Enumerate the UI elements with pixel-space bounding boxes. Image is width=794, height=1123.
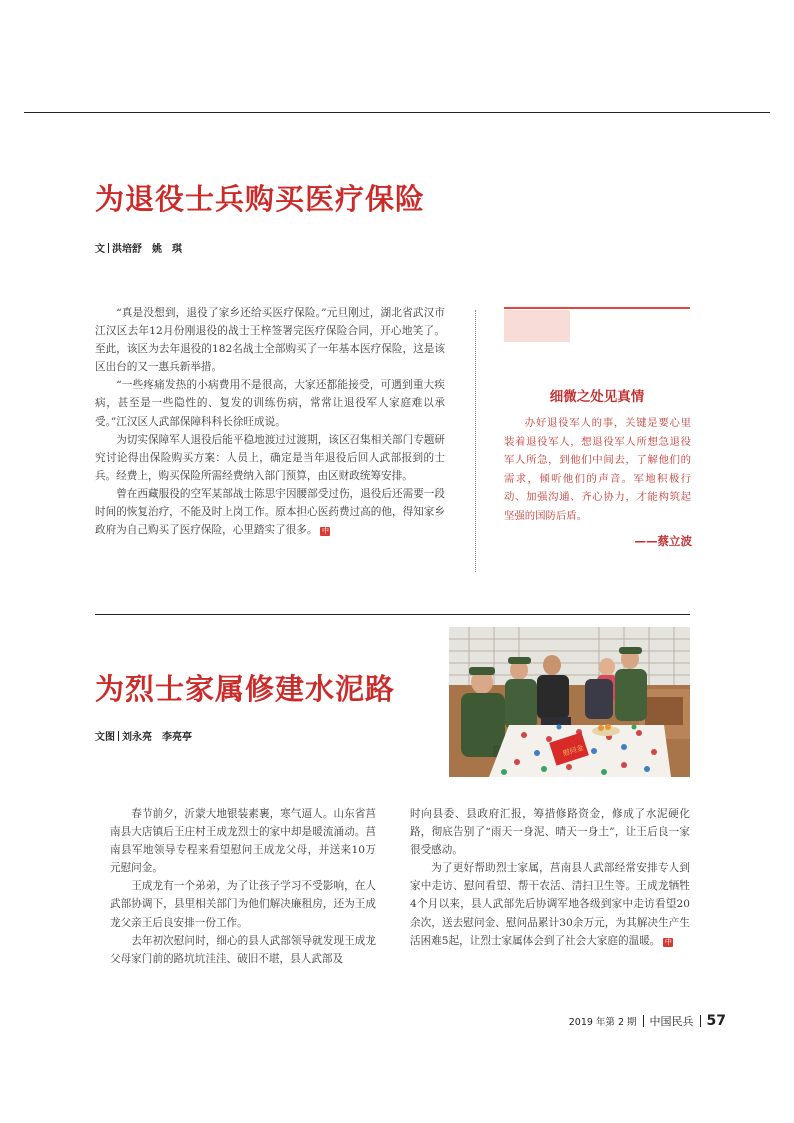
author-name: 姚 琪 [152, 244, 182, 255]
article2-column2 [410, 805, 690, 950]
author-name: 洪培舒 [112, 244, 142, 255]
column-divider [475, 310, 476, 572]
issue-label: 2019 年第 2 期 [568, 1017, 637, 1028]
paragraph: 去年初次慰问时，细心的县人武部领导就发现王成龙父母家门前的路坑坑洼洼、破旧不堪，县人武部及 [110, 934, 376, 965]
magazine-name: 中国民兵 [649, 1015, 694, 1028]
article1-body [95, 304, 445, 539]
article2-byline [95, 728, 202, 743]
paragraph: 为了更好帮助烈士家属，莒南县人武部经常安排专人到家中走访、慰问看望、帮干农活、清扫卫生等。王成龙牺牲4个月以来，县人武部先后协调军地各级到家中走访看望20余次，送去慰问金、慰问品累计30余万元，为其解决生产生活困难5起，让烈士家属体会到了社会大家庭的温暖。 中 [410, 862, 690, 947]
envelope-label: 慰问金 [562, 743, 585, 758]
paragraph: 春节前夕，沂蒙大地银装素裹，寒气逼人。山东省莒南县大店镇后王庄村王成龙烈士的家中却是暖流涌动。莒南县军地领导专程来看望慰问王成龙父母，并送来10万元慰问金。 [110, 808, 376, 875]
paragraph: 时向县委、县政府汇报，筹措修路资金，修成了水泥硬化路，彻底告别了“雨天一身泥、晴天一身土”，让王后良一家很受感动。 [410, 808, 690, 857]
end-mark-icon: 中 [321, 527, 329, 536]
author-name: 李亮亭 [162, 732, 192, 743]
top-rule [24, 112, 770, 113]
paragraph: 王成龙有一个弟弟，为了让孩子学习不受影响，在人武部协调下，县里相关部门为他们解决廉租房，还为王成龙父亲王后良安排一份工作。 [110, 880, 376, 929]
article2-column1 [110, 805, 376, 968]
sidebar-rule [504, 307, 690, 309]
page-number: 57 [706, 1013, 726, 1029]
article2-title: 为烈士家属修建水泥路 [95, 672, 396, 706]
paragraph: 为切实保障军人退役后能平稳地渡过过渡期，该区召集相关部门专题研究讨论得出保险购买方案：人员上，确定是当年退役后回人武部报到的士兵。经费上，购买保险所需经费纳入部门预算，由区财政统筹安排。 [95, 433, 445, 482]
byline-prefix: 文 [95, 244, 105, 255]
paragraph: “真是没想到，退役了家乡还给买医疗保险。”元旦刚过，湖北省武汉市江汉区去年12月份刚退役的战士王梓签署完医疗保险合同，开心地笑了。至此，该区为去年退役的182名战士全部购买了一年基本医疗保险，这是该区出台的又一惠兵新举措。 [95, 307, 445, 374]
sidebar-heading: 细微之处见真情 [549, 389, 645, 405]
sidebar-accent-block [504, 310, 570, 342]
end-mark-icon: 中 [664, 937, 672, 946]
author-name: 刘永亮 [122, 732, 152, 743]
page-footer [520, 1013, 726, 1029]
paragraph: “一些疼痛发热的小病费用不是很高，大家还都能接受，可遇到重大疾病，甚至是一些隐性的、复发的训练伤病，常常让退役军人家庭难以承受。”江汉区人武部保障科科长徐旺成说。 [95, 379, 445, 428]
article-photo [449, 627, 690, 777]
paragraph: 曾在西藏服役的空军某部战士陈思宇因腰部受过伤，退役后还需要一段时间的恢复治疗，不能及时上岗工作。原本担心医药费过高的他，得知家乡政府为自己购买了医疗保险，心里踏实了很多。 中 [95, 487, 445, 537]
section-rule [95, 614, 690, 615]
byline-prefix: 文图 [95, 732, 115, 743]
article1-title: 为退役士兵购买医疗保险 [95, 182, 426, 216]
sidebar-signature: ——蔡立波 [634, 534, 692, 548]
sidebar-text: 办好退役军人的事，关键是要心里装着退役军人，想退役军人所想急退役军人所急，到他们中间去，了解他们的需求，倾听他们的声音。军地积极行动、加强沟通、齐心协力，才能构筑起坚强的国防后盾。 [504, 417, 691, 522]
article1-byline [95, 240, 192, 255]
